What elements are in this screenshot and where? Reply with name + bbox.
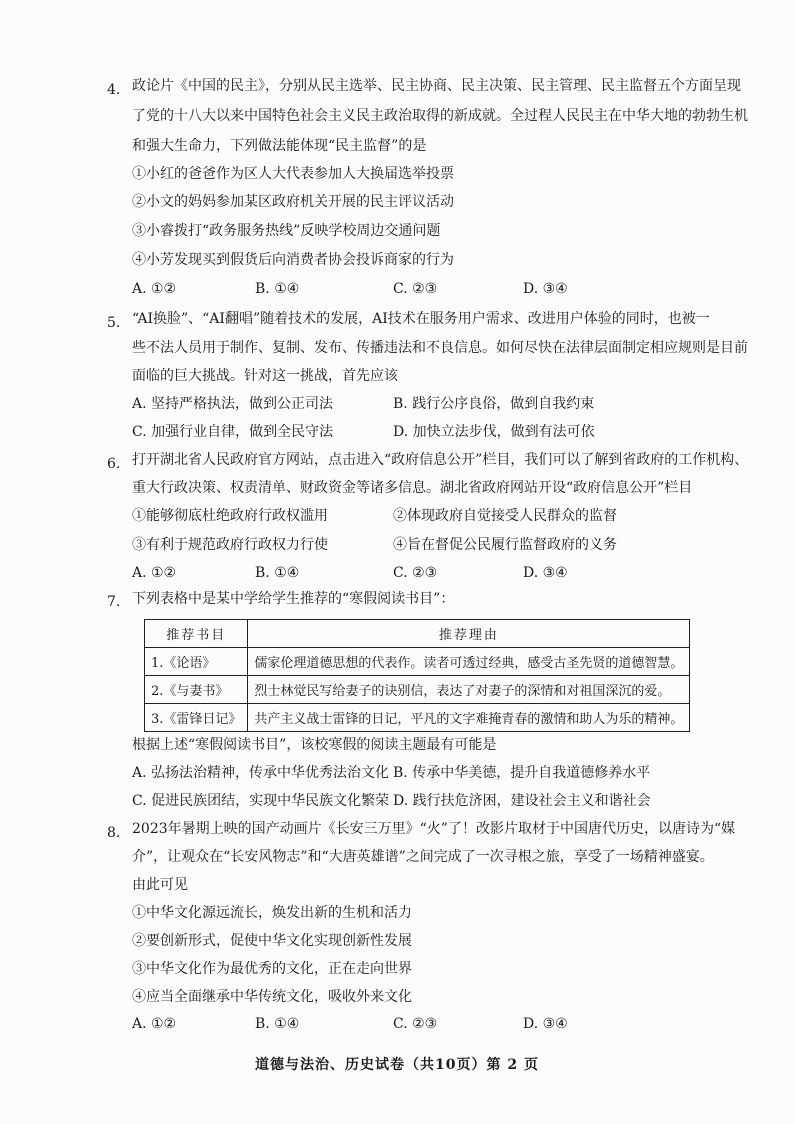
question-7-option-c: C. 促进民族团结，实现中华民族文化繁荣: [132, 793, 390, 809]
reading-list-table: [144, 619, 690, 732]
table-cell-reason: 儒家伦理道德思想的代表作。读者可透过经典，感受古圣先贤的道德智慧。: [248, 648, 690, 676]
question-4-option-a: A. ①②: [132, 281, 177, 297]
question-7-option-d: D. 践行扶危济困，建设社会主义和谐社会: [393, 793, 651, 809]
page-footer: 道德与法治、历史试卷（共10页）第 2 页: [255, 1057, 539, 1073]
question-7-option-a: A. 弘扬法治精神，传承中华优秀法治文化: [132, 765, 390, 781]
table-cell-book: 2.《与妻书》: [145, 676, 248, 704]
question-6-option-b: B. ①④: [255, 565, 300, 581]
question-4-line-3: 和强大生命力，下列做法能体现“民主监督”的是: [132, 138, 427, 154]
question-8-option-a: A. ①②: [132, 1016, 177, 1032]
question-6-line-2: 重大行政决策、权责清单、财政资金等诸多信息。湖北省政府网站开设“政府信息公开”栏目: [132, 480, 693, 496]
question-4-line-1: 政论片《中国的民主》，分别从民主选举、民主协商、民主决策、民主管理、民主监督五个方面呈现: [132, 78, 741, 94]
table-header-reason: 推荐理由: [248, 620, 690, 648]
question-8-item-4: ④应当全面继承中华传统文化，吸收外来文化: [132, 989, 412, 1005]
question-8-line-3: 由此可见: [132, 877, 188, 893]
question-7-question: 根据上述“寒假阅读书目”，该校寒假的阅读主题最有可能是: [132, 737, 497, 753]
question-5-line-1: “AI换脸”、“AI翻唱”随着技术的发展，AI技术在服务用户需求、改进用户体验的同时，也被一: [132, 311, 710, 327]
question-6-item-4: ④旨在督促公民履行监督政府的义务: [393, 537, 617, 553]
question-8-option-b: B. ①④: [255, 1016, 300, 1032]
question-5-option-a: A. 坚持严格执法，做到公正司法: [132, 396, 334, 412]
question-5-number: 5.: [107, 315, 121, 331]
question-4-option-c: C. ②③: [393, 281, 438, 297]
question-8-option-c: C. ②③: [393, 1016, 438, 1032]
table-cell-book: 3.《雷锋日记》: [145, 704, 248, 732]
question-7-intro: 下列表格中是某中学给学生推荐的“寒假阅读书目”：: [132, 591, 455, 607]
question-6-number: 6.: [107, 456, 121, 472]
question-5-option-b: B. 践行公序良俗，做到自我约束: [393, 396, 595, 412]
question-4-option-d: D. ③④: [523, 281, 568, 297]
question-8-item-2: ②要创新形式，促使中华文化实现创新性发展: [132, 933, 412, 949]
question-7-number: 7.: [107, 594, 121, 610]
question-8-number: 8.: [107, 825, 121, 841]
question-5-line-2: 些不法人员用于制作、复制、发布、传播违法和不良信息。如何尽快在法律层面制定相应规则是目前: [132, 340, 748, 356]
question-4-item-1: ①小红的爸爸作为区人大代表参加人大换届选举投票: [132, 166, 454, 182]
question-4-number: 4.: [107, 82, 121, 98]
question-4-item-2: ②小文的妈妈参加某区政府机关开展的民主评议活动: [132, 194, 454, 210]
question-5-option-c: C. 加强行业自律，做到全民守法: [132, 424, 334, 440]
question-6-line-1: 打开湖北省人民政府官方网站，点击进入“政府信息公开”栏目，我们可以了解到省政府的工作机构、: [132, 452, 749, 468]
question-4-item-4: ④小芳发现买到假货后向消费者协会投诉商家的行为: [132, 252, 454, 268]
table-cell-reason: 共产主义战士雷锋的日记，平凡的文字难掩青春的激情和助人为乐的精神。: [248, 704, 690, 732]
question-8-line-1: 2023年暑期上映的国产动画片《长安三万里》“火”了！改影片取材于中国唐代历史，以唐诗为“媒: [132, 821, 736, 837]
table-header-row: [145, 620, 690, 648]
table-cell-reason: 烈士林觉民写给妻子的诀别信，表达了对妻子的深情和对祖国深沉的爱。: [248, 676, 690, 704]
question-5-line-3: 面临的巨大挑战。针对这一挑战，首先应该: [132, 368, 398, 384]
question-6-option-a: A. ①②: [132, 565, 177, 581]
question-6-item-1: ①能够彻底杜绝政府行政权滥用: [132, 508, 328, 524]
question-4-line-2: 了党的十八大以来中国特色社会主义民主政治取得的新成就。全过程人民民主在中华大地的勃勃生机: [132, 108, 748, 124]
question-6-option-d: D. ③④: [523, 565, 568, 581]
table-header-book: 推荐书目: [145, 620, 248, 648]
question-5-option-d: D. 加快立法步伐，做到有法可依: [393, 424, 595, 440]
question-6-item-2: ②体现政府自觉接受人民群众的监督: [393, 508, 617, 524]
table-row: [145, 676, 690, 704]
question-4-option-b: B. ①④: [255, 281, 300, 297]
question-8-line-2: 介”，让观众在“长安风物志”和“大唐英雄谱”之间完成了一次寻根之旅，享受了一场精神盛宴。: [132, 849, 714, 865]
table-row: [145, 648, 690, 676]
question-8-option-d: D. ③④: [523, 1016, 568, 1032]
question-7-option-b: B. 传承中华美德，提升自我道德修养水平: [393, 765, 651, 781]
question-8-item-3: ③中华文化作为最优秀的文化，正在走向世界: [132, 961, 412, 977]
table-cell-book: 1.《论语》: [145, 648, 248, 676]
question-8-item-1: ①中华文化源远流长，焕发出新的生机和活力: [132, 905, 412, 921]
question-6-item-3: ③有利于规范政府行政权力行使: [132, 537, 328, 553]
table-row: [145, 704, 690, 732]
question-6-option-c: C. ②③: [393, 565, 438, 581]
question-4-item-3: ③小睿拨打“政务服务热线”反映学校周边交通问题: [132, 223, 441, 239]
